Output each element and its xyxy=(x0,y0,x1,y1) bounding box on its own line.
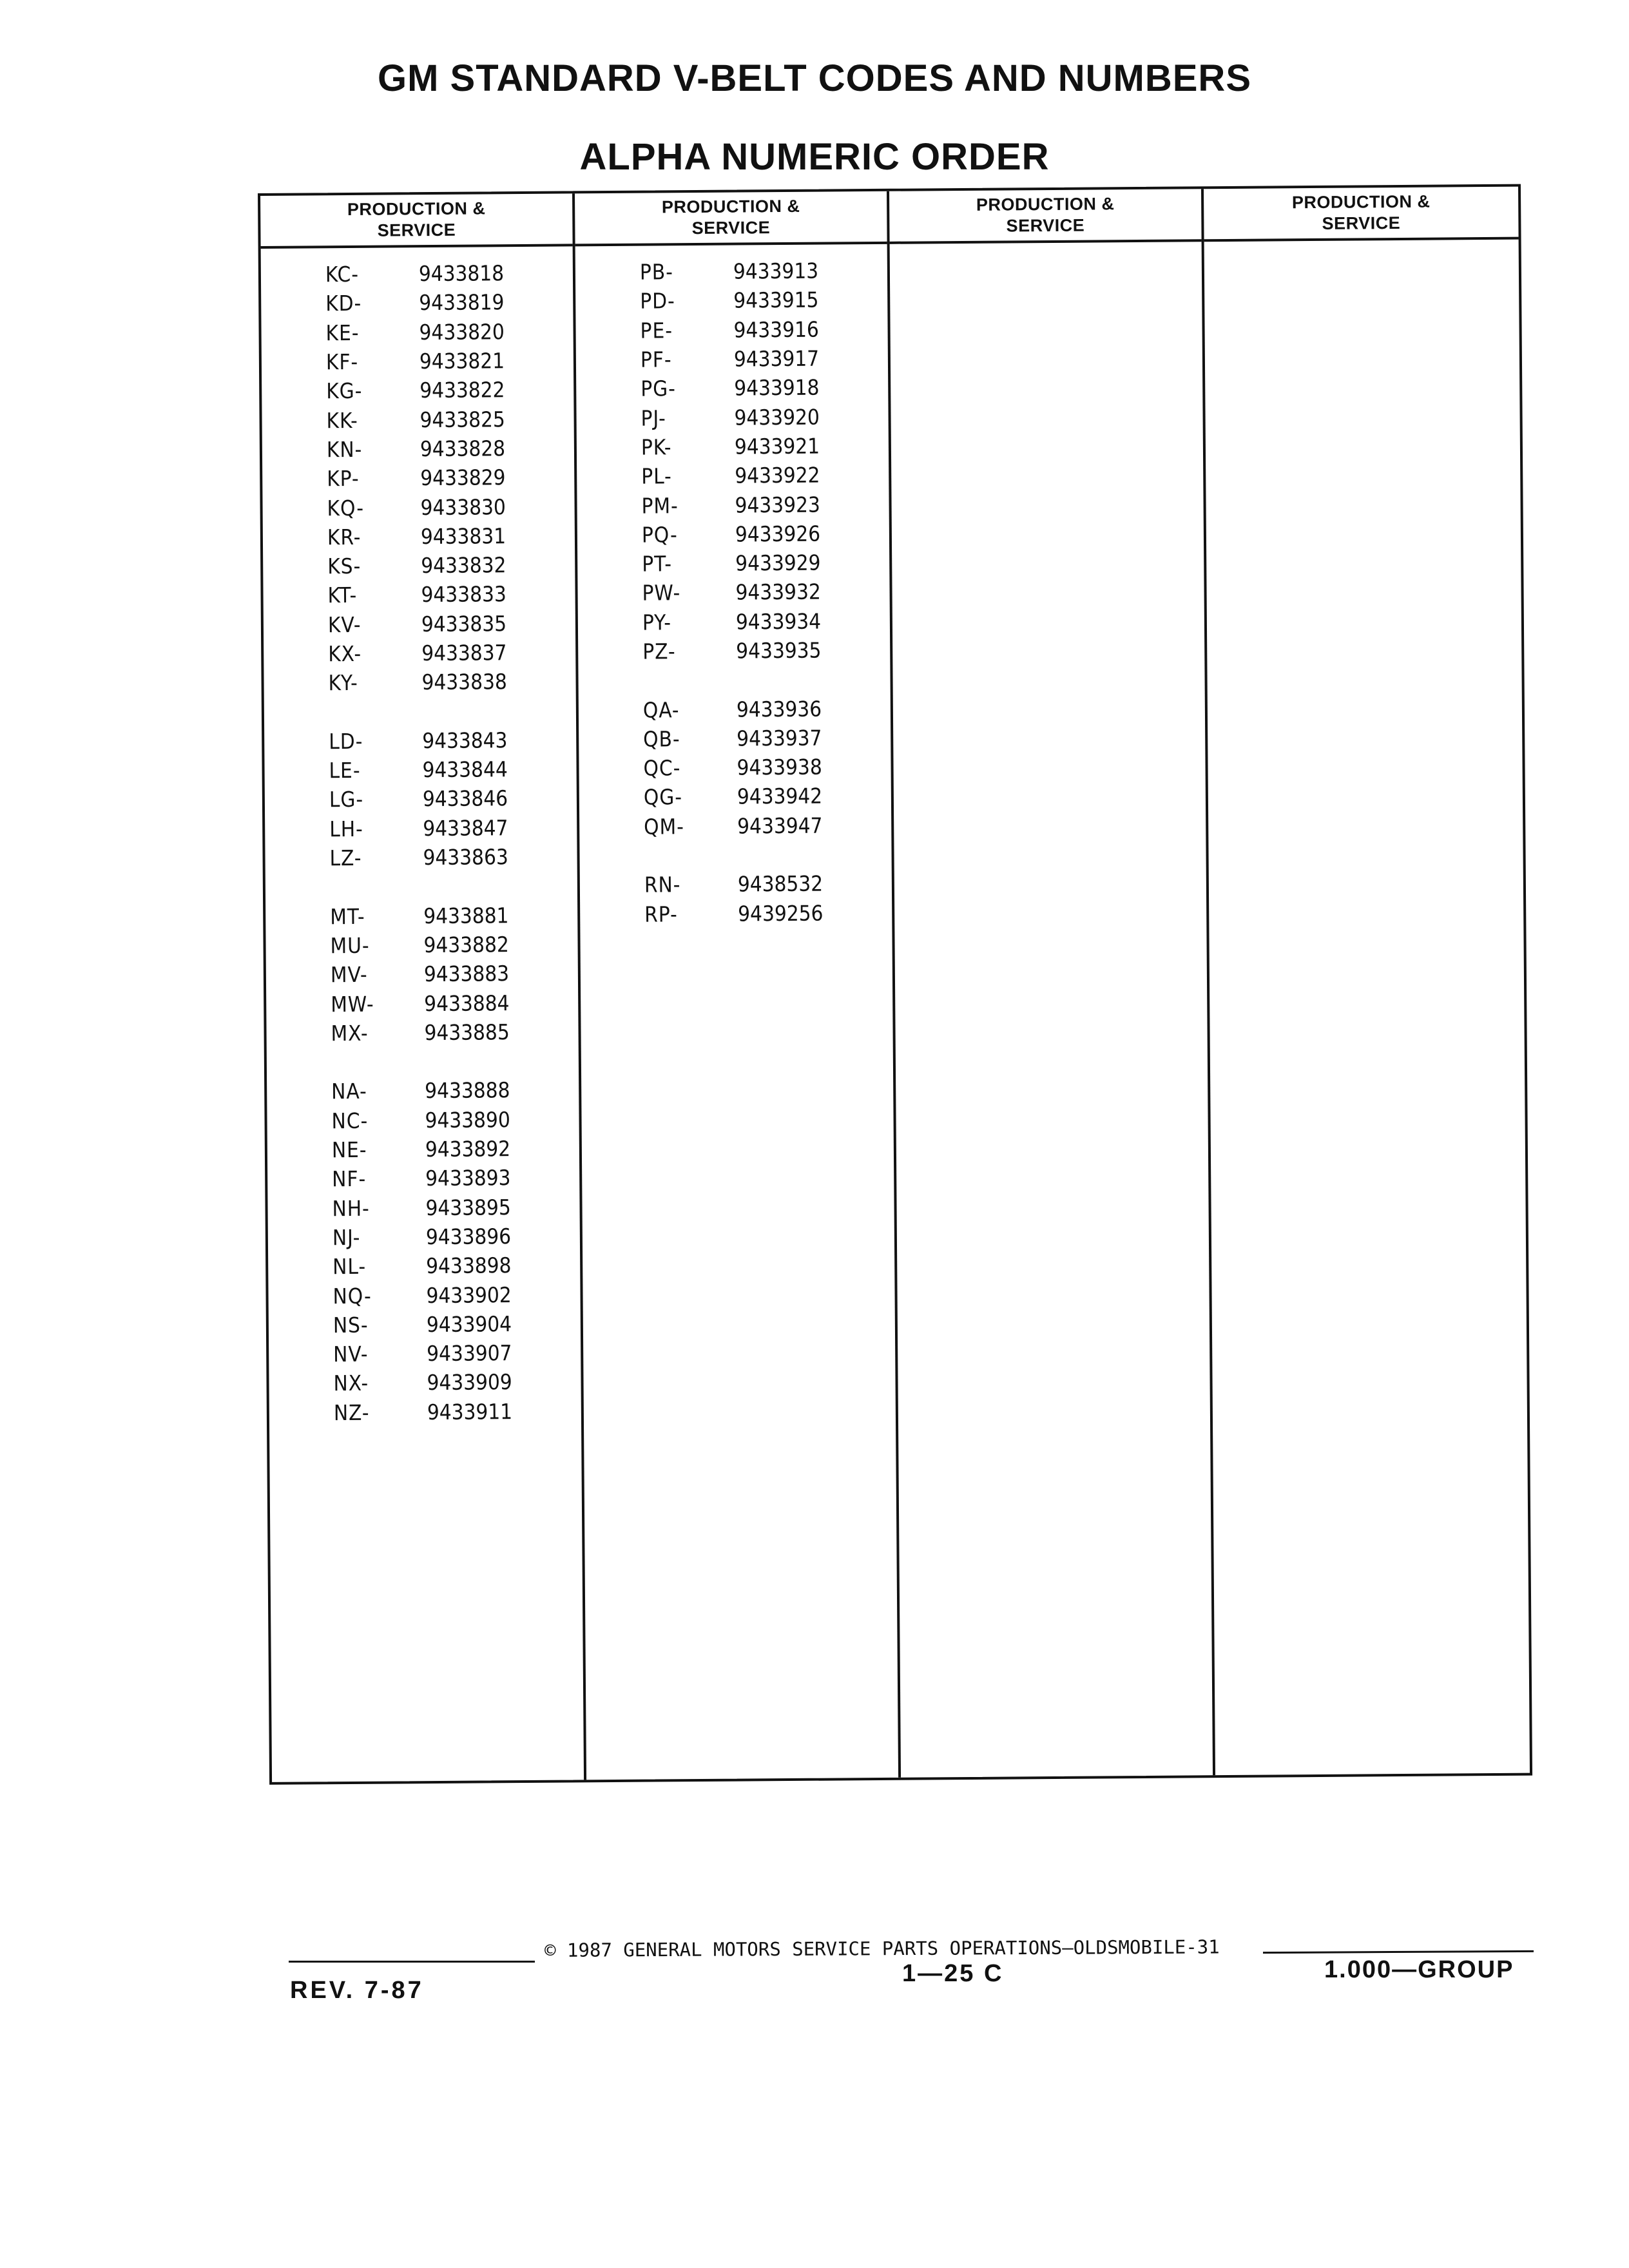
part-number: 9433832 xyxy=(421,552,506,579)
belt-code: KF- xyxy=(325,349,359,375)
table-row xyxy=(269,1396,581,1428)
table-row xyxy=(262,345,574,377)
belt-code: NJ- xyxy=(332,1224,361,1251)
belt-code: NF- xyxy=(332,1166,367,1192)
table-row xyxy=(264,754,576,785)
part-number: 9433902 xyxy=(426,1282,512,1308)
table-column-2 xyxy=(575,191,901,1780)
part-number: 9433920 xyxy=(734,404,820,430)
table-row xyxy=(580,898,892,929)
part-number: 9433833 xyxy=(421,581,506,608)
table-row xyxy=(262,492,574,523)
part-number: 9433918 xyxy=(734,374,820,401)
table-row xyxy=(578,635,890,667)
belt-code: QM- xyxy=(644,813,685,840)
belt-code: NS- xyxy=(333,1312,369,1338)
table-row xyxy=(578,606,890,637)
table-row xyxy=(575,285,887,316)
part-number: 9433892 xyxy=(425,1136,511,1162)
table-row xyxy=(266,1017,578,1048)
part-number: 9433916 xyxy=(733,316,819,343)
part-number: 9433896 xyxy=(425,1224,512,1250)
part-number: 9433821 xyxy=(419,348,505,374)
belt-code: MV- xyxy=(330,962,368,988)
table-row xyxy=(575,256,887,287)
column-header-line1: PRODUCTION & xyxy=(661,196,800,217)
belt-code: PD- xyxy=(640,288,675,314)
table-spacer-row xyxy=(579,840,891,871)
table-row xyxy=(267,1104,579,1136)
table-row xyxy=(261,316,573,348)
part-number: 9433893 xyxy=(425,1165,511,1191)
belt-code: LE- xyxy=(329,758,361,783)
belt-code: NC- xyxy=(331,1108,369,1133)
column-header-line1: PRODUCTION & xyxy=(1291,191,1431,213)
table-row xyxy=(269,1367,581,1399)
belt-code: PB- xyxy=(639,259,674,285)
belt-code: QB- xyxy=(643,726,680,752)
footer-rule-left xyxy=(289,1961,535,1963)
belt-code: MU- xyxy=(330,932,370,959)
part-number: 9433822 xyxy=(419,377,505,403)
column-header xyxy=(260,193,573,249)
belt-code: QA- xyxy=(642,697,680,723)
table-row xyxy=(268,1250,580,1282)
belt-code: MW- xyxy=(331,991,374,1017)
part-number: 9433922 xyxy=(735,462,820,488)
table-row xyxy=(264,725,576,756)
table-row xyxy=(269,1309,581,1340)
part-number: 9433947 xyxy=(737,812,823,839)
belt-code: PQ- xyxy=(641,522,678,548)
table-row xyxy=(263,579,575,611)
part-number: 9433863 xyxy=(423,844,508,870)
table-row xyxy=(263,521,575,552)
belt-code: NA- xyxy=(331,1079,367,1104)
part-number: 9433843 xyxy=(422,727,508,754)
part-number: 9433932 xyxy=(735,579,821,605)
belt-code: KK- xyxy=(326,407,358,433)
belt-code: RP- xyxy=(644,901,678,927)
table-row xyxy=(577,431,889,463)
belt-code: LG- xyxy=(329,787,364,812)
table-row xyxy=(263,550,575,581)
belt-code: NL- xyxy=(333,1254,367,1280)
belt-code: MX- xyxy=(331,1020,369,1046)
belt-code: NE- xyxy=(331,1137,367,1163)
part-number: 9433846 xyxy=(422,785,508,812)
table-row xyxy=(262,404,574,436)
part-number: 9433913 xyxy=(733,258,819,284)
part-number: 9433935 xyxy=(736,637,822,664)
part-number: 9433888 xyxy=(425,1077,510,1104)
belt-code: KQ- xyxy=(327,495,365,521)
column-header xyxy=(1204,187,1519,242)
part-number: 9433936 xyxy=(736,696,822,722)
column-body xyxy=(890,242,1202,256)
part-number: 9433825 xyxy=(419,406,505,432)
table-row xyxy=(577,519,889,550)
part-number: 9433882 xyxy=(423,932,509,958)
table-row xyxy=(579,781,891,812)
belt-code: LD- xyxy=(329,728,363,754)
table-spacer-row xyxy=(264,696,576,727)
part-number: 9433929 xyxy=(735,550,821,576)
table-row xyxy=(577,577,889,608)
belt-code: PE- xyxy=(640,318,673,343)
belt-code: QG- xyxy=(643,784,683,811)
belt-code: KC- xyxy=(325,261,360,287)
table-row xyxy=(265,812,577,844)
part-number: 9433847 xyxy=(423,814,508,841)
belt-code: KD- xyxy=(325,291,362,316)
table-row xyxy=(575,314,887,345)
belt-code: NX- xyxy=(333,1370,369,1396)
belt-code: KT- xyxy=(327,582,358,608)
table-row xyxy=(267,1075,579,1107)
group-label: 1.000—GROUP xyxy=(1324,1956,1514,1983)
table-row xyxy=(267,1133,579,1165)
table-row xyxy=(267,1163,579,1195)
table-row xyxy=(261,258,573,289)
belt-code: KE- xyxy=(325,320,360,345)
part-number: 9433937 xyxy=(737,725,822,751)
page-subtitle: ALPHA NUMERIC ORDER xyxy=(579,136,1050,178)
table-row xyxy=(577,460,889,492)
table-row xyxy=(266,988,578,1019)
part-number: 9433837 xyxy=(421,640,507,666)
part-number: 9433884 xyxy=(424,990,510,1016)
table-row xyxy=(579,810,891,841)
belt-code: KN- xyxy=(326,436,363,463)
table-row xyxy=(262,433,574,465)
table-row xyxy=(576,372,888,404)
table-row xyxy=(265,900,577,932)
belt-code: PT- xyxy=(642,551,673,577)
part-number: 9433909 xyxy=(427,1369,512,1396)
table-row xyxy=(266,959,578,990)
column-header-line2: SERVICE xyxy=(377,220,456,240)
belt-code: PL- xyxy=(641,463,672,489)
part-number: 9433881 xyxy=(423,902,509,928)
belt-code: NQ- xyxy=(333,1283,372,1309)
belt-code: KG- xyxy=(326,378,363,404)
part-number: 9433917 xyxy=(733,345,820,372)
part-number: 9433923 xyxy=(735,492,820,518)
part-number: 9433818 xyxy=(418,260,505,287)
column-header-line1: PRODUCTION & xyxy=(976,194,1115,215)
belt-code: PK- xyxy=(641,434,672,460)
table-row xyxy=(264,637,575,669)
part-number: 9433904 xyxy=(426,1311,512,1337)
part-number: 9433926 xyxy=(735,521,821,547)
belt-code: KS- xyxy=(327,553,361,579)
belt-code: LH- xyxy=(329,816,363,841)
part-number: 9433819 xyxy=(419,289,505,316)
belt-code: MT- xyxy=(330,903,365,929)
belt-code: PY- xyxy=(642,610,672,635)
part-number: 9433911 xyxy=(427,1398,513,1425)
table-row xyxy=(267,1192,579,1224)
part-number: 9433844 xyxy=(422,756,508,783)
part-number: 9433895 xyxy=(425,1194,511,1220)
part-number: 9433885 xyxy=(424,1019,510,1045)
table-row xyxy=(576,343,888,375)
table-row xyxy=(579,723,891,754)
part-number: 9438532 xyxy=(737,870,824,897)
belt-code: RN- xyxy=(644,872,681,898)
table-row xyxy=(577,548,889,579)
part-number: 9433890 xyxy=(425,1106,510,1133)
part-number: 9433915 xyxy=(733,287,819,314)
belt-code: PF- xyxy=(640,347,672,372)
part-number: 9433820 xyxy=(419,318,505,345)
belt-code: PM- xyxy=(641,492,679,519)
part-number: 9433829 xyxy=(420,465,506,491)
column-header xyxy=(889,189,1202,244)
part-number: 9433921 xyxy=(734,433,820,459)
column-body xyxy=(261,246,581,1427)
column-header-line1: PRODUCTION & xyxy=(347,198,486,219)
part-number: 9433938 xyxy=(737,754,822,780)
part-number: 9433942 xyxy=(737,783,823,810)
table-column-4 xyxy=(1204,187,1530,1776)
table-row xyxy=(261,287,573,319)
part-number: 9433898 xyxy=(426,1253,512,1279)
belt-code: KV- xyxy=(327,611,361,637)
table-row xyxy=(580,869,892,900)
belt-code: PW- xyxy=(642,580,681,606)
table-spacer-row xyxy=(267,1046,579,1077)
part-number: 9433838 xyxy=(421,669,507,695)
table-row xyxy=(264,608,575,640)
column-header-line2: SERVICE xyxy=(1322,213,1401,233)
belt-code: NZ- xyxy=(333,1399,370,1425)
belt-code: PJ- xyxy=(641,405,666,431)
belt-code: NH- xyxy=(332,1195,370,1221)
table-row xyxy=(264,667,575,698)
table-row xyxy=(265,783,577,815)
column-body xyxy=(575,244,892,929)
part-number: 9433883 xyxy=(423,961,510,987)
column-body xyxy=(1204,240,1519,254)
belt-code: KP- xyxy=(327,466,360,492)
page-number: 1—25 C xyxy=(902,1960,1004,1987)
table-row xyxy=(269,1338,581,1369)
table-row xyxy=(262,375,574,407)
part-number: 9433831 xyxy=(420,523,506,549)
belt-code: KR- xyxy=(327,524,361,550)
table-row xyxy=(262,462,574,494)
part-number: 9433835 xyxy=(421,610,507,637)
table-row xyxy=(579,693,891,725)
table-row xyxy=(268,1280,580,1311)
revision-label: REV. 7-87 xyxy=(290,1977,424,2004)
table-spacer-row xyxy=(265,871,577,903)
table-row xyxy=(577,489,889,521)
part-number: 9433934 xyxy=(735,608,822,635)
table-column-1 xyxy=(260,193,586,1782)
table-row xyxy=(268,1221,580,1253)
column-header xyxy=(575,191,887,247)
table-row xyxy=(579,752,891,783)
table-column-3 xyxy=(889,189,1215,1778)
part-number: 9433907 xyxy=(427,1340,512,1367)
belt-code: PZ- xyxy=(642,639,676,664)
belt-code: LZ- xyxy=(329,845,362,871)
part-number: 9433828 xyxy=(419,436,506,462)
column-header-line2: SERVICE xyxy=(691,218,771,238)
belt-code: QC- xyxy=(643,755,681,781)
table-row xyxy=(576,401,888,433)
footer-rule-right xyxy=(1263,1950,1534,1954)
copyright-notice: © 1987 GENERAL MOTORS SERVICE PARTS OPERATIONS—OLDSMOBILE-31 xyxy=(545,1936,1220,1961)
table-spacer-row xyxy=(578,664,890,696)
part-number: 9433830 xyxy=(420,494,506,520)
belt-code: KX- xyxy=(328,640,362,667)
belt-code: KY- xyxy=(328,670,358,696)
part-number: 9439256 xyxy=(738,900,824,927)
column-header-line2: SERVICE xyxy=(1006,215,1085,236)
belt-code: NV- xyxy=(333,1341,369,1367)
table-row xyxy=(265,841,577,873)
belt-code: PG- xyxy=(641,376,677,401)
page-title: GM STANDARD V-BELT CODES AND NUMBERS xyxy=(377,57,1252,99)
belt-codes-table xyxy=(258,184,1532,1785)
table-row xyxy=(265,929,577,961)
